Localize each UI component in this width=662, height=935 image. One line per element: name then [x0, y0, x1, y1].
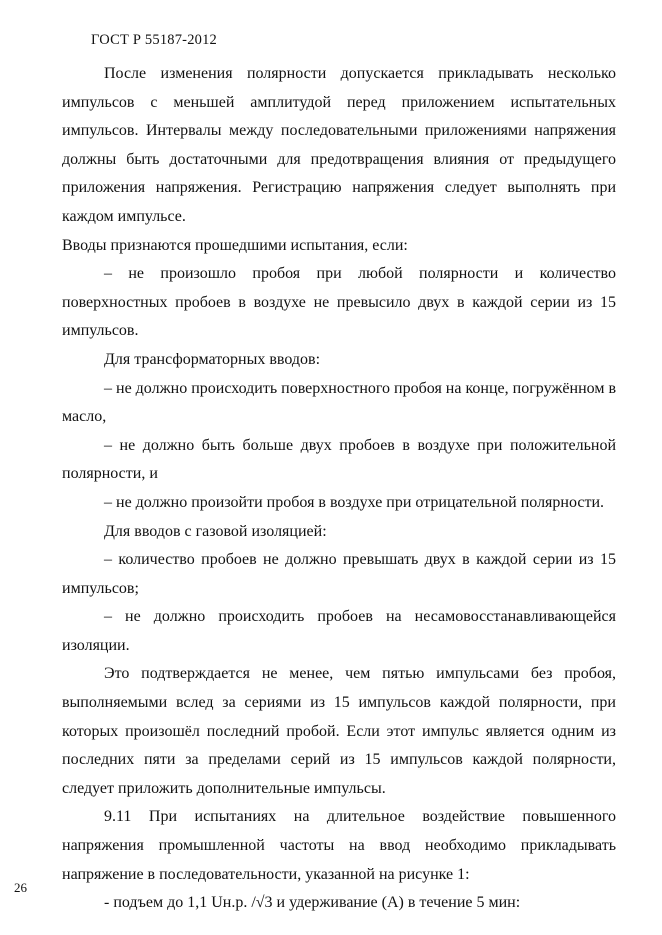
document-header: ГОСТ Р 55187-2012 — [91, 32, 217, 48]
list-item-oil-end: – не должно происходить поверхностного пробоя на конце, погружённом в масло, — [62, 379, 617, 426]
paragraph-confirmation: Это подтверждается не менее, чем пятью импульсами без пробоя, выполняемыми вслед за сериями из 15 импульсов каждой полярности, при которых произошёл последний пробой. Если этот импульс является одним из последних пяти за пределами серий из 15 импульсов каждой полярности, следует приложить дополнительные импульсы. — [62, 665, 616, 797]
list-item-breakdown-count: – количество пробоев не должно превышать двух в каждой серии из 15 импульсов; — [62, 551, 616, 597]
paragraph-polarity-change: После изменения полярности допускается прикладывать несколько импульсов с меньшей амплитудой перед приложением испытательных импульсов. Интервалы между последовательными приложениями напряжения должны быть достаточными для предотвращения влияния от предыдущего приложения напряжения. Регистрацию напряжения следует выполнять при каждом импульсе. — [62, 65, 616, 225]
document-body — [62, 60, 616, 918]
list-item-negative-polarity: – не должно произойти пробоя в воздухе при отрицательной полярности. — [104, 493, 605, 511]
paragraph-section-9-11: 9.11 При испытаниях на длительное воздействие повышенного напряжения промышленной частоты на ввод необходимо прикладывать напряжение в последовательности, указанной на рисунке 1: — [62, 808, 616, 883]
paragraph-transformer-bushings: Для трансформаторных вводов: — [104, 350, 321, 368]
list-item-voltage-rise: - подъем до 1,1 Uн.р. /√3 и удерживание (А) в течение 5 мин: — [104, 894, 521, 912]
page-number: 26 — [14, 880, 27, 895]
paragraph-gas-insulated-bushings: Для вводов с газовой изоляцией: — [104, 522, 327, 540]
paragraph-acceptance-criteria: Вводы признаются прошедшими испытания, если: — [62, 236, 408, 254]
list-item-non-self-restoring: – не должно происходить пробоев на несамовосстанавливающейся изоляции. — [62, 608, 616, 654]
list-item-no-breakdown: – не произошло пробоя при любой полярности и количество поверхностных пробоев в воздухе не превысило двух в каждой серии из 15 импульсов. — [62, 265, 616, 340]
list-item-positive-polarity: – не должно быть больше двух пробоев в воздухе при положительной полярности, и — [62, 436, 616, 483]
